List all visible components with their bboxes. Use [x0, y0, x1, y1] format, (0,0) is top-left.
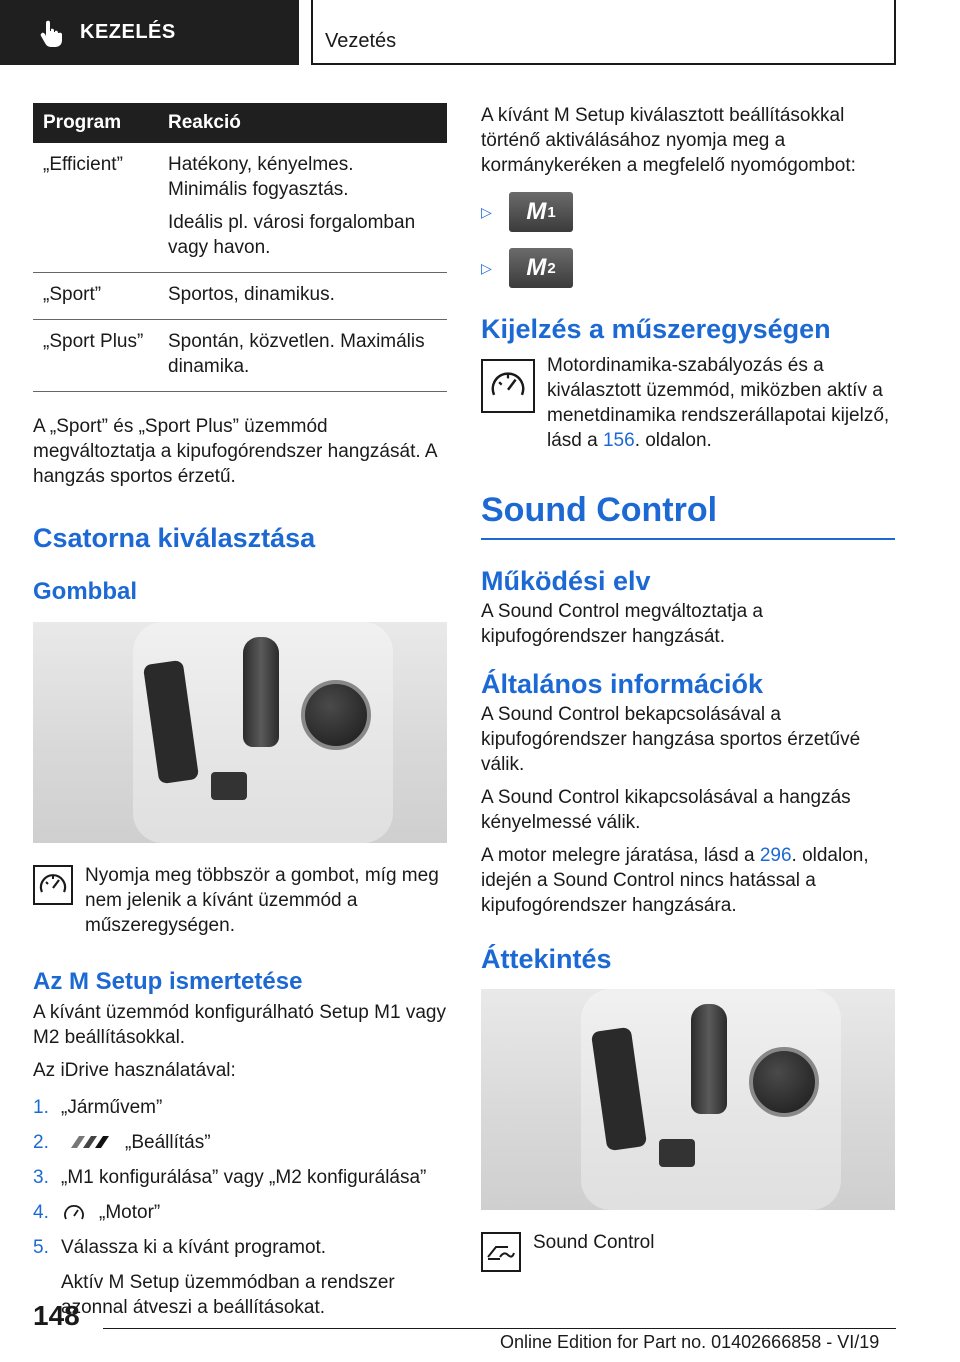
page-number: 148 [33, 1300, 80, 1331]
list-item: 5. Válassza ki a kívánt programot. Aktív M Setup üzemmódban a rendszer azonnal átveszi a beállításokat. [33, 1235, 447, 1320]
right-column [481, 103, 895, 1272]
reaction-text: Hatékony, kényelmes. Minimális fogyasztás. [168, 154, 354, 200]
overview-console-photo [481, 989, 895, 1210]
section-title: Vezetés [311, 0, 896, 65]
gauge-small-icon [63, 1203, 85, 1223]
gauge-icon [33, 865, 73, 905]
heading-channel-select: Csatorna kiválasztása [33, 523, 316, 553]
general-p1: A Sound Control bekapcsolásával a kipufogórendszer hangzása sportos érzetűvé válik. [481, 704, 861, 775]
msetup-activation: A kívánt M Setup kiválasztott beállításokkal történő aktiválásához nyomja meg a kormánykeréken a megfelelő nyomógombot: [481, 105, 856, 176]
msetup-paragraph: A kívánt üzemmód konfigurálható Setup M1 vagy M2 beállításokkal. [33, 1002, 446, 1048]
heading-msetup: Az M Setup ismertetése [33, 968, 303, 995]
list-item: 3. „M1 konfigurálása” vagy „M2 konfigurálása” [33, 1167, 427, 1188]
principle-text: A Sound Control megváltoztatja a kipufogórendszer hangzását. [481, 601, 764, 647]
list-item: 4. „Motor” [33, 1202, 161, 1223]
display-text: Motordinamika-szabályozás és a kiválasztott üzemmód, miközben aktív a menetdinamika rendszerállapotai kijelző, lásd a 156. oldalon. [547, 355, 890, 451]
footer-divider [103, 1328, 896, 1329]
page-link-156[interactable]: 156 [602, 430, 635, 451]
triangle-icon: ▷ [481, 259, 492, 276]
heading-overview: Áttekintés [481, 944, 612, 974]
sound-control-note [481, 1230, 895, 1272]
list-item: 1. „Járművem” [33, 1097, 163, 1118]
reaction-cell [158, 143, 447, 273]
table-row [33, 273, 447, 320]
sound-control-label: Sound Control [533, 1232, 655, 1253]
reaction-text: Ideális pl. városi forgalomban vagy havon. [168, 212, 416, 258]
table-header-program: Program [33, 103, 158, 143]
reaction-text: Spontán, közvetlen. Maximális dinamika. [168, 331, 425, 377]
hand-pointer-icon [38, 19, 64, 47]
heading-general-info: Általános információk [481, 669, 764, 699]
footer-edition: Online Edition for Part no. 01402666858 - VI/19 [500, 1332, 880, 1352]
chapter-tab[interactable] [0, 0, 299, 65]
general-p3: A motor melegre járatása, lásd a 296. oldalon, idején a Sound Control nincs hatással a kipufogórendszer hangzására. [481, 845, 869, 916]
m-stripes-icon [67, 1134, 113, 1150]
general-p2: A Sound Control kikapcsolásával a hangzás kényelmessé válik. [481, 787, 851, 833]
display-note [481, 353, 895, 453]
page-link-296[interactable]: 296 [759, 845, 792, 866]
triangle-icon: ▷ [481, 203, 492, 220]
table-row [33, 143, 447, 273]
heading-display: Kijelzés a műszeregységen [481, 314, 831, 344]
program-cell: „Sport” [33, 273, 158, 320]
center-console-photo [33, 622, 447, 843]
heading-by-button: Gombbal [33, 578, 138, 605]
reaction-cell [158, 320, 447, 392]
m2-button[interactable]: M 2 [509, 248, 573, 288]
reaction-text: Sportos, dinamikus. [168, 284, 335, 305]
table-row [33, 320, 447, 392]
sound-control-icon [481, 1232, 521, 1272]
msetup-idrive: Az iDrive használatával: [33, 1060, 236, 1081]
program-table [33, 103, 447, 392]
reaction-cell [158, 273, 447, 320]
m1-button[interactable]: M 1 [509, 192, 573, 232]
gauge-icon [481, 359, 535, 413]
steps-list [33, 1095, 447, 1320]
heading-principle: Működési elv [481, 566, 651, 596]
chapter-title: KEZELÉS [80, 21, 176, 43]
table-header-reaction: Reakció [158, 103, 447, 143]
m1-row [481, 192, 895, 232]
sport-paragraph: A „Sport” és „Sport Plus” üzemmód megváltoztatja a kipufogórendszer hangzását. A hangzás sportos érzetű. [33, 416, 437, 487]
heading-sound-control: Sound Control [481, 491, 895, 540]
note-text: Nyomja meg többször a gombot, míg meg nem jelenik a kívánt üzemmód a műszeregységen. [85, 865, 439, 936]
note-block [33, 863, 447, 938]
left-column [33, 103, 447, 1330]
m2-row [481, 248, 895, 288]
program-cell: „Sport Plus” [33, 320, 158, 392]
program-cell: „Efficient” [33, 143, 158, 273]
list-item: 2. „Beállítás” [33, 1132, 211, 1153]
step5-subtext: Aktív M Setup üzemmódban a rendszer azonnal átveszi a beállításokat. [61, 1272, 395, 1318]
